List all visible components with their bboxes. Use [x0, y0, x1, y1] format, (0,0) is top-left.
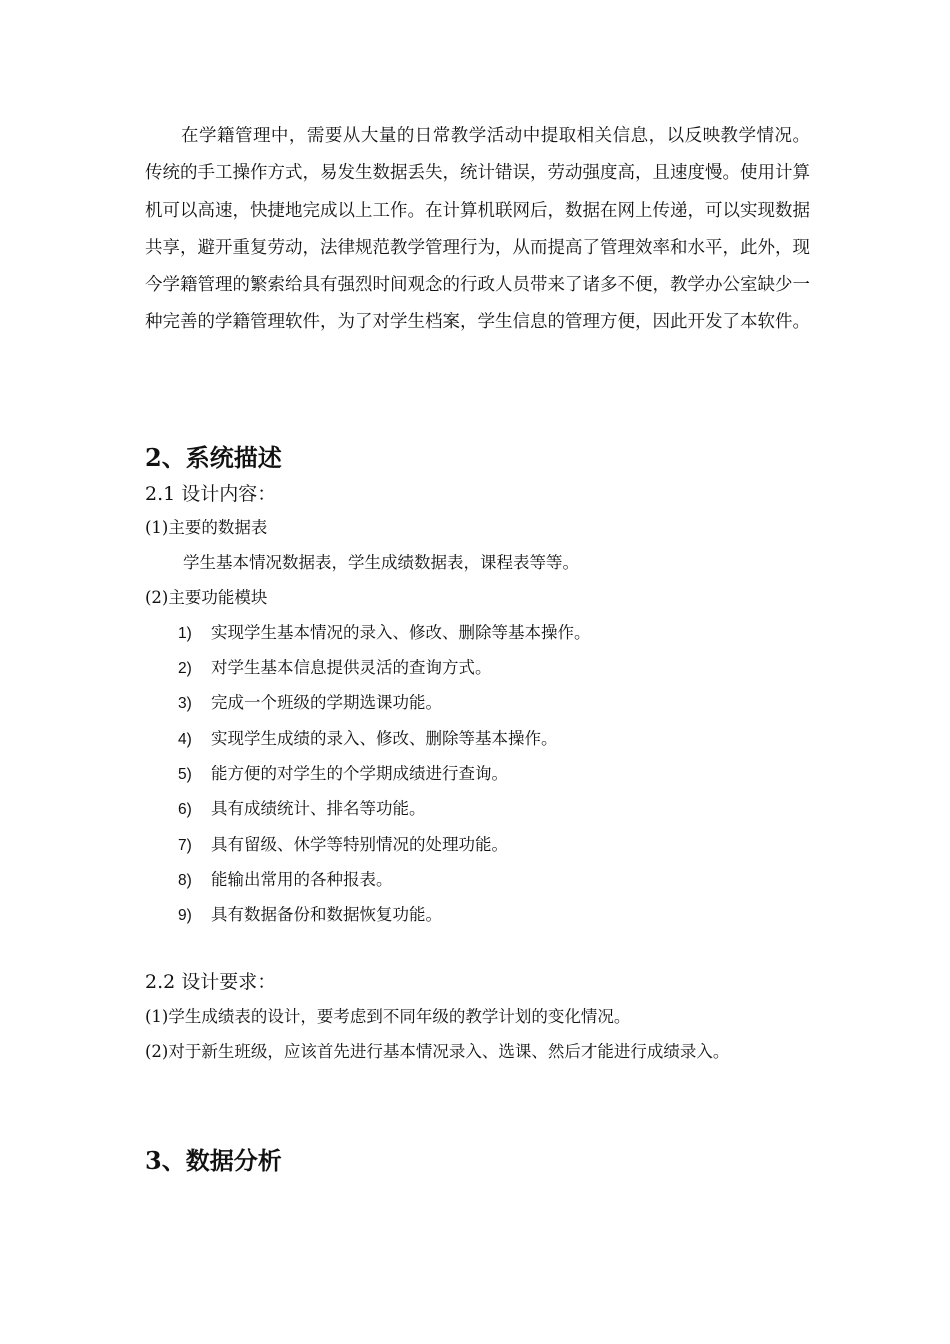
list-item	[178, 867, 393, 894]
intro-paragraph: 在学籍管理中，需要从大量的日常教学活动中提取相关信息，以反映教学情况。传统的手工操作方式，易发生数据丢失，统计错误，劳动强度高，且速度慢。使用计算机可以高速，快捷地完成以上工作。在计算机联网后，数据在网上传递，可以实现数据共享，避开重复劳动，法律规范教学管理行为，从而提高了管理效率和水平，此外，现今学籍管理的繁索给具有强烈时间观念的行政人员带来了诸多不便，教学办公室缺少一种完善的学籍管理软件，为了对学生档案，学生信息的管理方便，因此开发了本软件。	[145, 126, 810, 333]
list-item-text: 具有数据备份和数据恢复功能。	[211, 905, 442, 924]
list-item-text: 对学生基本信息提供灵活的查询方式。	[211, 658, 492, 677]
section-3-heading: 3、数据分析	[145, 1146, 282, 1175]
list-item-number: 1)	[178, 625, 192, 642]
list-item-number: 4)	[178, 731, 192, 748]
list-item-text: 具有成绩统计、排名等功能。	[211, 799, 426, 818]
list-item-text: 实现学生成绩的录入、修改、删除等基本操作。	[211, 729, 558, 748]
tables-text: 学生基本情况数据表，学生成绩数据表，课程表等等。	[183, 553, 579, 572]
requirement-item: (1)学生成绩表的设计，要考虑到不同年级的教学计划的变化情况。	[145, 1007, 631, 1026]
list-item	[178, 832, 508, 859]
list-item	[178, 620, 591, 647]
design-requirements-title: 2.2 设计要求：	[145, 971, 277, 993]
list-item-text: 实现学生基本情况的录入、修改、删除等基本操作。	[211, 623, 591, 642]
list-item	[178, 655, 492, 682]
list-item	[178, 761, 508, 788]
section-2-heading: 2、系统描述	[145, 443, 282, 472]
modules-label: (2)主要功能模块	[145, 588, 268, 607]
list-item-text: 完成一个班级的学期选课功能。	[211, 693, 442, 712]
list-item	[178, 690, 442, 717]
requirement-item: (2)对于新生班级，应该首先进行基本情况录入、选课、然后才能进行成绩录入。	[145, 1042, 730, 1061]
list-item-text: 能输出常用的各种报表。	[211, 870, 393, 889]
list-item	[178, 902, 442, 929]
list-item-number: 8)	[178, 872, 192, 889]
list-item	[178, 796, 426, 823]
list-item-number: 2)	[178, 660, 192, 677]
list-item-number: 3)	[178, 695, 192, 712]
tables-label: (1)主要的数据表	[145, 518, 268, 537]
design-content-title: 2.1 设计内容：	[145, 483, 277, 505]
list-item-number: 5)	[178, 766, 192, 783]
list-item-number: 9)	[178, 907, 192, 924]
list-item-text: 具有留级、休学等特别情况的处理功能。	[211, 835, 508, 854]
list-item-number: 7)	[178, 837, 192, 854]
list-item-number: 6)	[178, 801, 192, 818]
list-item	[178, 726, 558, 753]
list-item-text: 能方便的对学生的个学期成绩进行查询。	[211, 764, 508, 783]
